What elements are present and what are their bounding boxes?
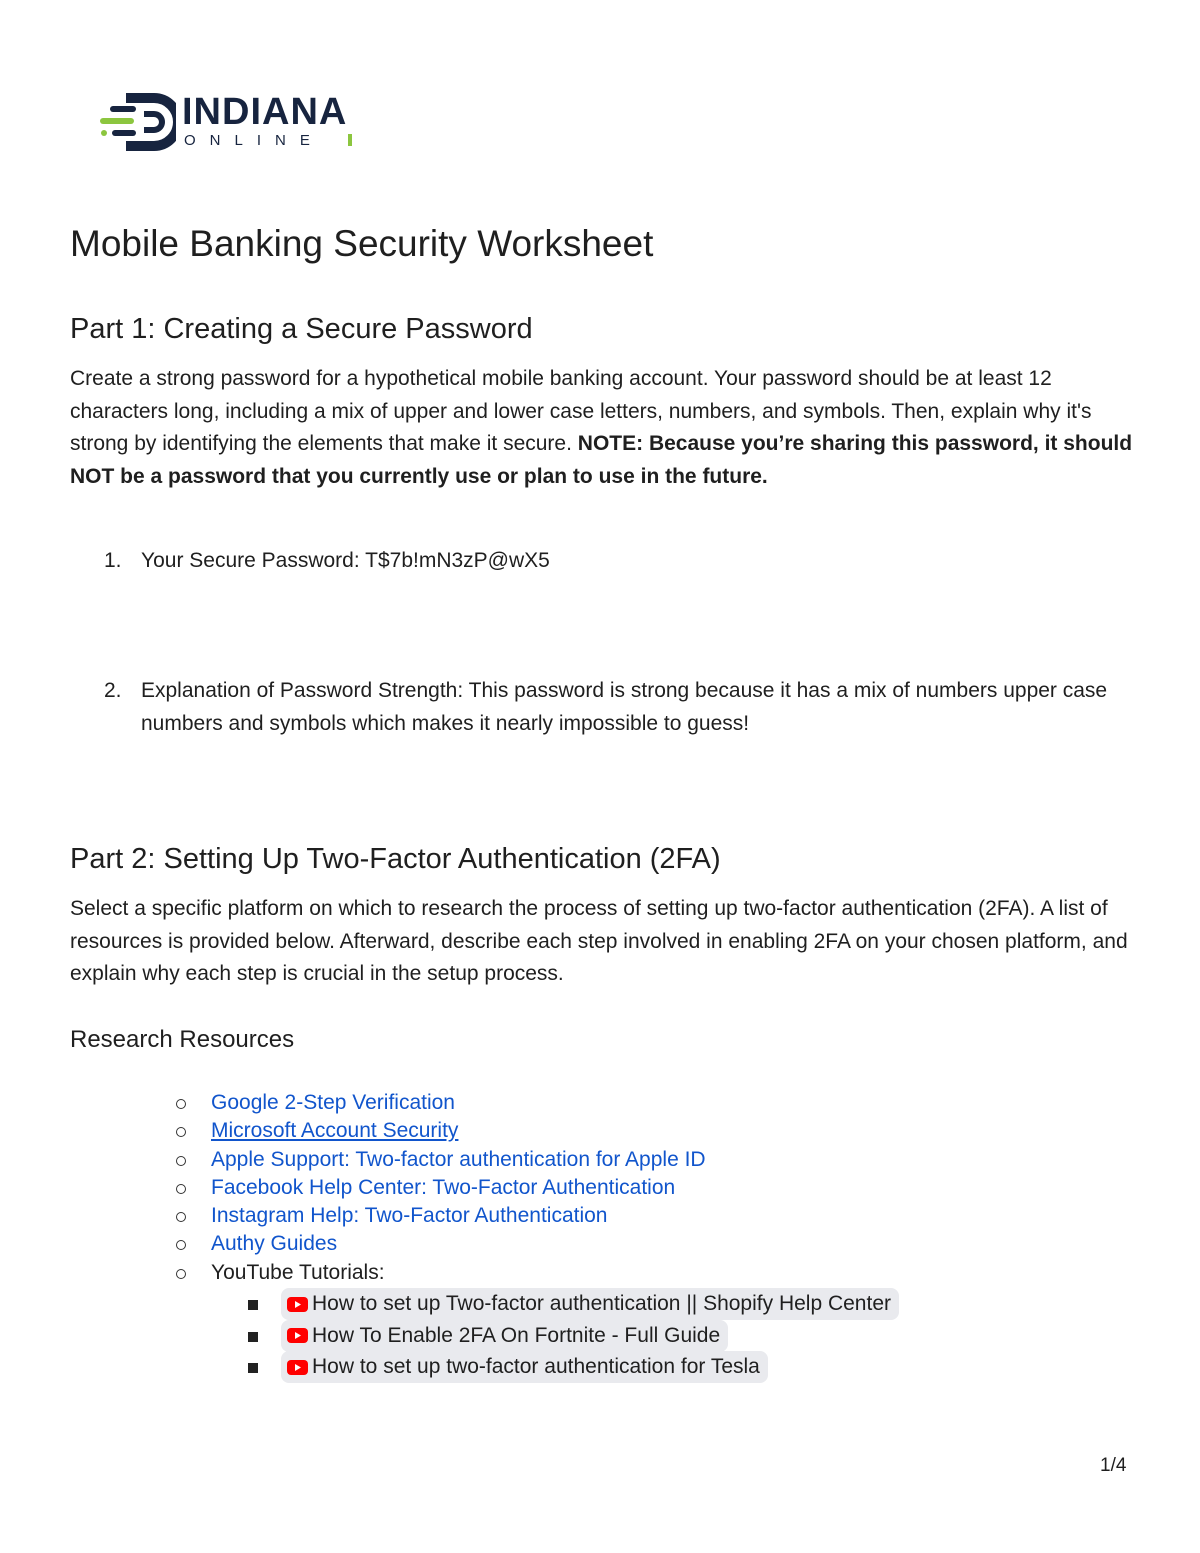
circle-bullet-icon (176, 1212, 186, 1222)
logo-wordmark: INDIANA (182, 91, 348, 133)
youtube-link-label: How to set up two-factor authentication for Tesla (312, 1355, 760, 1378)
part1-note: NOTE: Because you’re sharing this password, it should NOT be a password that you currently use or plan to use in the future. (70, 432, 1133, 488)
list-item (104, 675, 1144, 740)
youtube-link-fortnite[interactable] (281, 1320, 728, 1352)
square-bullet-icon (248, 1300, 258, 1310)
link-apple-support[interactable]: Apple Support: Two-factor authentication for Apple ID (211, 1147, 706, 1171)
part2-heading: Part 2: Setting Up Two-Factor Authentication (2FA) (70, 843, 721, 875)
logo-subtitle: ONLINE (184, 132, 324, 149)
youtube-link-tesla[interactable] (281, 1351, 768, 1383)
square-bullet-icon (248, 1363, 258, 1373)
youtube-link-label: How To Enable 2FA On Fortnite - Full Guide (312, 1323, 721, 1347)
logo-green-tick-icon (346, 134, 356, 148)
link-google-2-step[interactable]: Google 2-Step Verification (211, 1091, 455, 1114)
part1-instructions-text: Create a strong password for a hypothetical mobile banking account. Your password should be at least 12 characters long, including a mix of upper and lower case letters, numbers, and symbols. Then, explain why it's strong by identifying the elements that make it secure. (70, 367, 1092, 455)
link-authy-guides[interactable]: Authy Guides (211, 1232, 338, 1256)
youtube-tutorials-label: YouTube Tutorials: (211, 1260, 385, 1284)
circle-bullet-icon (176, 1127, 186, 1137)
circle-bullet-icon (176, 1099, 186, 1109)
circle-bullet-icon (176, 1184, 186, 1194)
secure-password-answer: Your Secure Password: T$7b!mN3zP@wX5 (141, 549, 550, 572)
circle-bullet-icon (176, 1156, 186, 1166)
circle-bullet-icon (176, 1269, 186, 1279)
link-facebook-help[interactable]: Facebook Help Center: Two-Factor Authentication (211, 1175, 676, 1199)
youtube-icon (287, 1297, 308, 1312)
page-title: Mobile Banking Security Worksheet (70, 223, 654, 264)
part2-instructions: Select a specific platform on which to research the process of setting up two-factor authentication (2FA). A list of resources is provided below. Afterward, describe each step involved in enabling 2FA on your chosen platform, and explain why each step is crucial in the setup process. (70, 897, 1128, 985)
link-instagram-help[interactable]: Instagram Help: Two-Factor Authentication (211, 1204, 608, 1228)
part1-instructions (70, 363, 1140, 493)
indiana-online-logo (96, 90, 358, 156)
list-item (104, 545, 1144, 578)
research-resources-heading: Research Resources (70, 1026, 295, 1053)
square-bullet-icon (248, 1332, 258, 1342)
youtube-link-shopify[interactable] (281, 1288, 899, 1320)
link-microsoft-account-security[interactable]: Microsoft Account Security (211, 1119, 459, 1143)
part1-heading: Part 1: Creating a Secure Password (70, 313, 533, 345)
youtube-link-label: How to set up Two-factor authentication || Shopify Help Center (312, 1292, 891, 1315)
logo-mark-icon (96, 90, 176, 156)
list-number: 2. (104, 679, 122, 702)
circle-bullet-icon (176, 1240, 186, 1250)
page-number: 1/4 (1100, 1455, 1127, 1476)
list-number: 1. (104, 549, 122, 572)
youtube-icon (287, 1360, 308, 1375)
password-strength-answer: Explanation of Password Strength: This password is strong because it has a mix of numbers upper case numbers and symbols which makes it nearly impossible to guess! (141, 679, 1108, 735)
youtube-icon (287, 1328, 308, 1343)
